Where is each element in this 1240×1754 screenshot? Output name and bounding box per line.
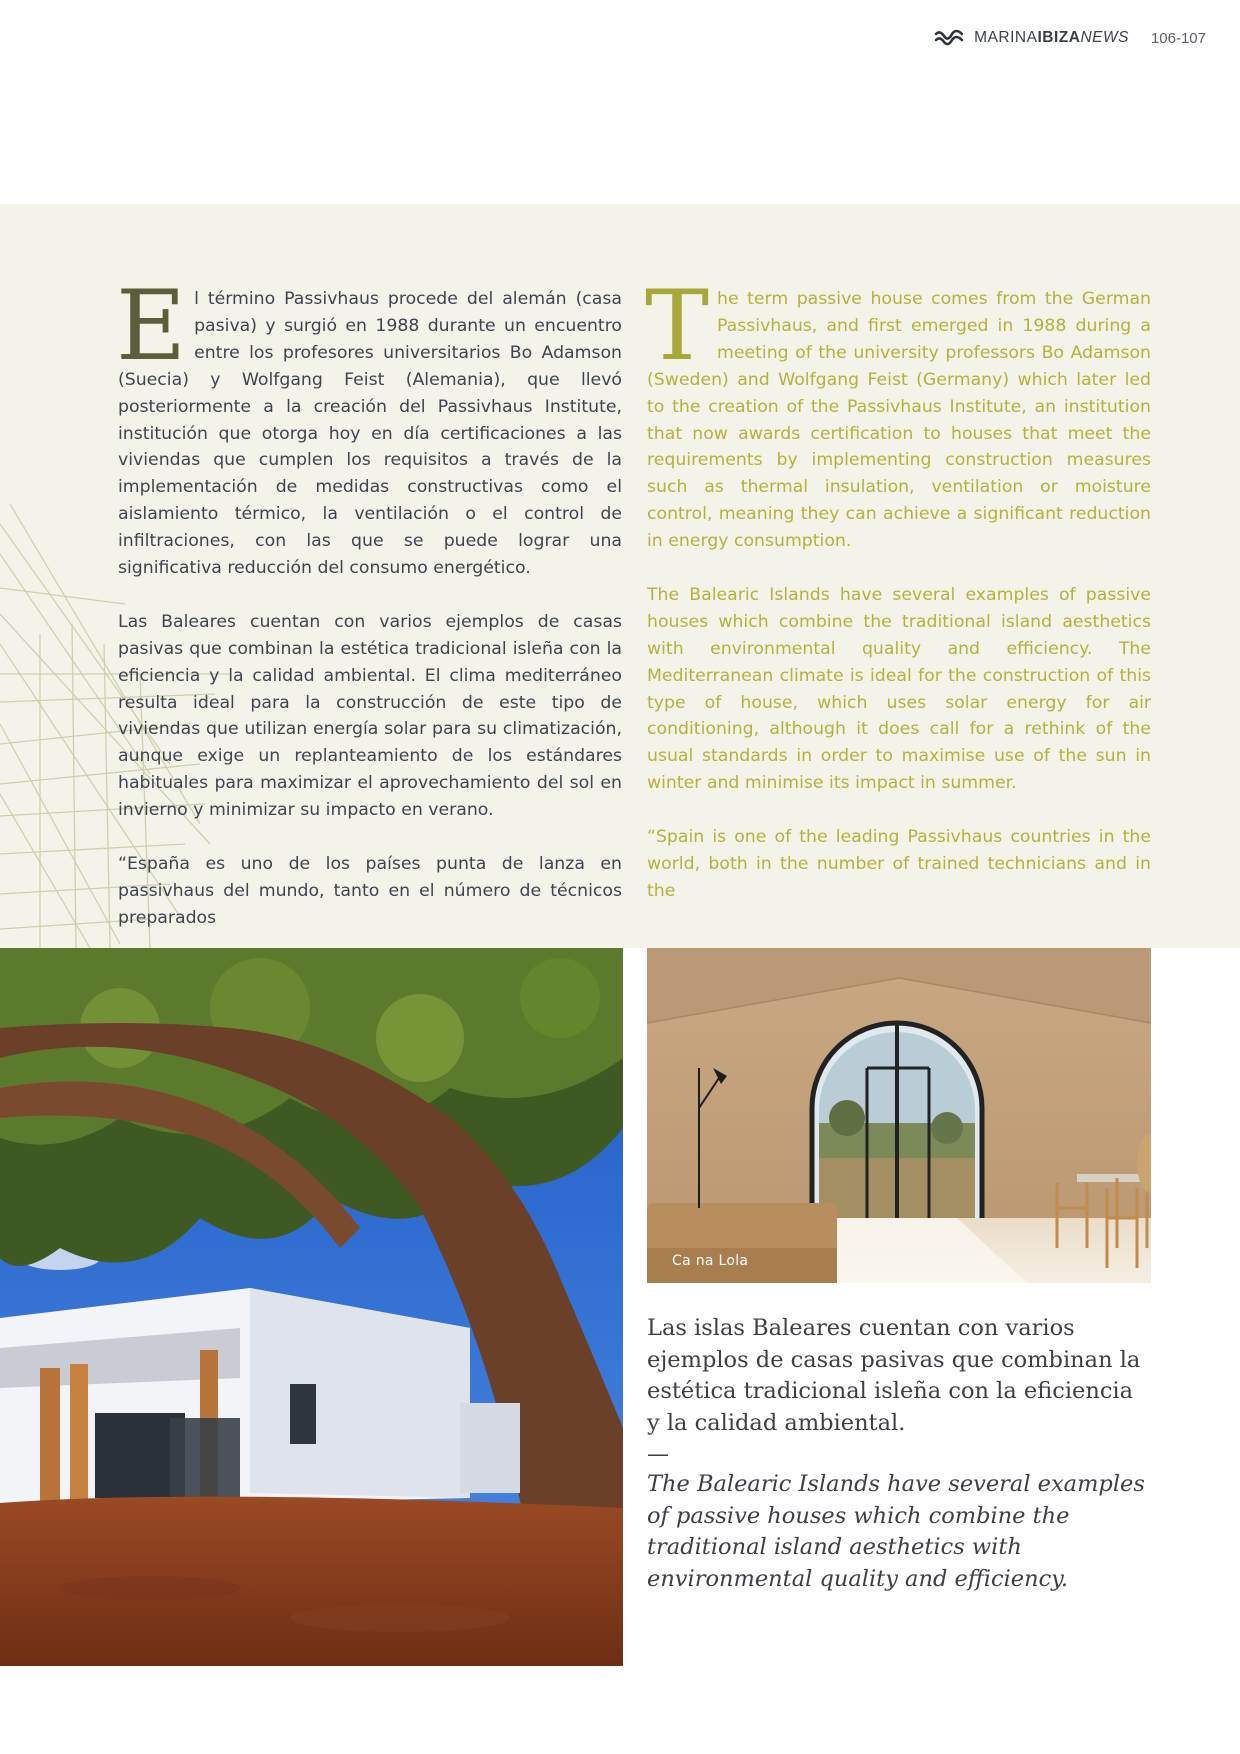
pull-quote-divider: — [647, 1442, 669, 1467]
english-paragraph-2: The Balearic Islands have several examples of passive houses which combine the traditional island aesthetics with environmental quality and efficiency. The Mediterranean climate is ideal for the construction of this type of house, which uses solar energy for air conditioning, although it does call for a rethink of the usual standards in order to maximise use of the sun in winter and minimise its impact in summer. [647, 584, 1151, 794]
spanish-column [116, 270, 622, 948]
spanish-paragraph-2: Las Baleares cuentan con varios ejemplos de casas pasivas que combinan la estética tradicional isleña con la eficiencia y la calidad ambiental. El clima mediterráneo resulta ideal para la construcción de este tipo de viviendas que utilizan energía solar para su climatización, aunque exige un replanteamiento de los estándares habituales para maximizar el aprovechamiento del sol en invierno y minimizar su impacto en verano. [118, 611, 622, 821]
english-paragraph-3: “Spain is one of the leading Passivhaus countries in the world, both in the number of trained technicians and in the [647, 827, 1151, 901]
spanish-drop-cap: E [116, 270, 187, 382]
passive-house-photo [0, 948, 623, 1666]
passive-house-illustration [0, 948, 623, 1666]
photo-caption: Ca na Lola [672, 1253, 749, 1269]
article-band [0, 204, 1240, 948]
pull-quote-spanish: Las islas Baleares cuentan con varios ejemplos de casas pasivas que combinan la estética tradicional isleña con la eficiencia y la calidad ambiental. [647, 1315, 1141, 1436]
pull-quote-english: The Balearic Islands have several examples of passive houses which combine the traditional island aesthetics with environmental quality and efficiency. [647, 1471, 1145, 1592]
ca-na-lola-interior-illustration [647, 948, 1151, 1283]
pull-quote [647, 1313, 1147, 1595]
page-numbers: 106-107 [1150, 29, 1206, 47]
waves-icon [934, 28, 964, 48]
english-drop-cap: T [645, 270, 710, 382]
ca-na-lola-photo [647, 948, 1151, 1283]
english-paragraph-1: The term passive house comes from the German Passivhaus, and first emerged in 1988 during a meeting of the university professors Bo Adamson (Sweden) and Wolfgang Feist (Germany) which later led to the creation of the Passivhaus Institute, an institution that now awards certification to houses that meet the requirements by implementing construction measures such as thermal insulation, ventilation or moisture control, meaning they can achieve a significant reduction in energy consumption. [645, 270, 1151, 552]
english-column [645, 270, 1151, 932]
spanish-paragraph-1: El término Passivhaus procede del alemán (casa pasiva) y surgió en 1988 durante un encuentro entre los profesores universitarios Bo Adamson (Suecia) y Wolfgang Feist (Alemania), que llevó posteriormente a la creación del Passivhaus Institute, institución que otorga hoy en día certificaciones a las viviendas que cumplen los requisitos a través de la implementación de medidas constructivas como el aislamiento térmico, la ventilación o el control de infiltraciones, con las que se puede lograr una significativa reducción del consumo energético. [116, 270, 622, 579]
page-header [934, 28, 1206, 48]
magazine-brand: MARINAIBIZANEWS [974, 29, 1129, 46]
spanish-paragraph-3: “España es uno de los países punta de lanza en passivhaus del mundo, tanto en el número de técnicos preparados [118, 854, 622, 928]
